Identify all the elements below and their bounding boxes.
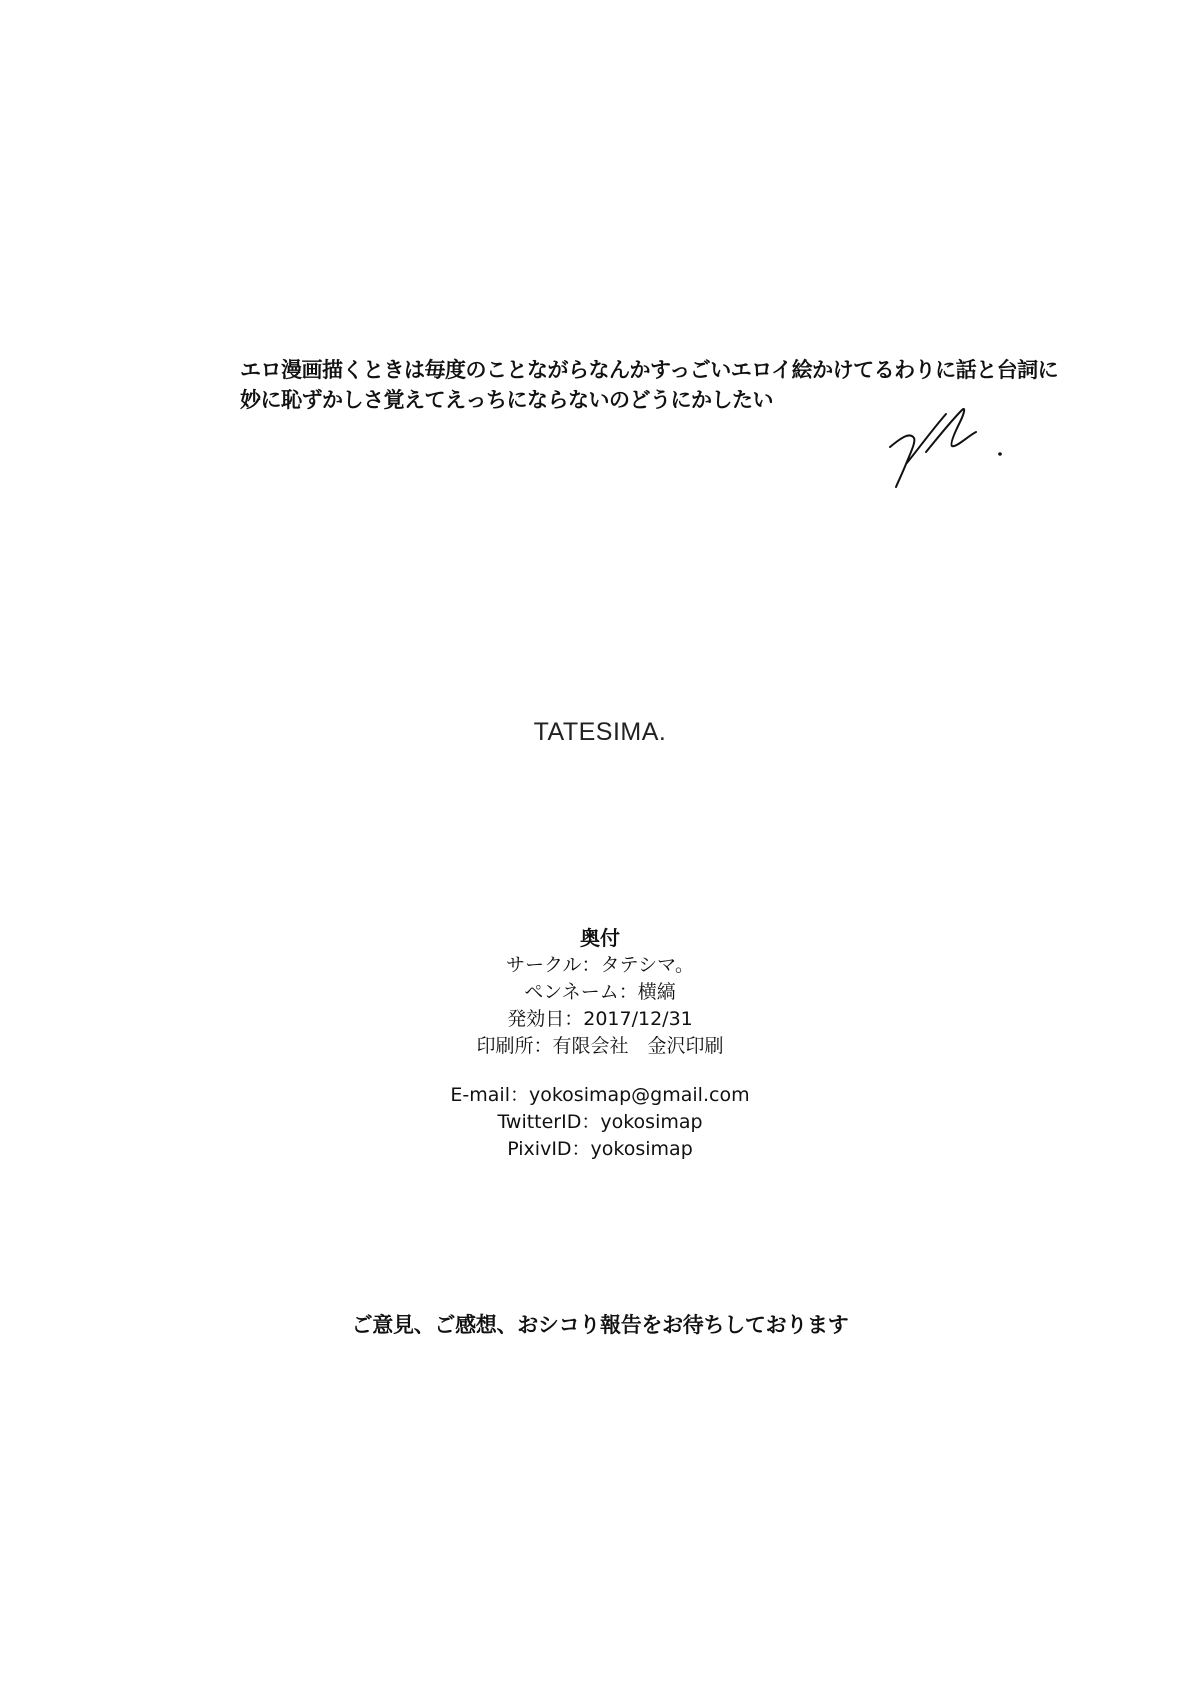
twitter-id: TwitterID：yokosimap	[497, 1111, 703, 1133]
afterword-line-2: 妙に恥ずかしさ覚えてえっちにならないのどうにかしたい	[240, 388, 773, 412]
spacer	[0, 1060, 1200, 1082]
printer: 印刷所：有限会社 金沢印刷	[476, 1035, 724, 1057]
colophon	[0, 925, 1200, 1163]
circle-name: サークル：タテシマ。	[506, 954, 694, 976]
pixiv-id: PixivID：yokosimap	[507, 1138, 693, 1160]
release-date: 発効日：2017/12/31	[507, 1008, 693, 1030]
closing-message: ご意見、ご感想、おシコり報告をお待ちしております	[351, 1313, 849, 1337]
afterword-line-1: エロ漫画描くときは毎度のことながらなんかすっごいエロイ絵かけてるわりに話と台詞に	[240, 358, 1059, 382]
pen-name: ペンネーム：横縞	[524, 981, 676, 1003]
circle-logo: TATESIMA.	[533, 718, 667, 746]
handwritten-signature	[880, 392, 1020, 492]
email: E-mail：yokosimap@gmail.com	[450, 1084, 750, 1106]
colophon-heading: 奥付	[580, 926, 620, 950]
